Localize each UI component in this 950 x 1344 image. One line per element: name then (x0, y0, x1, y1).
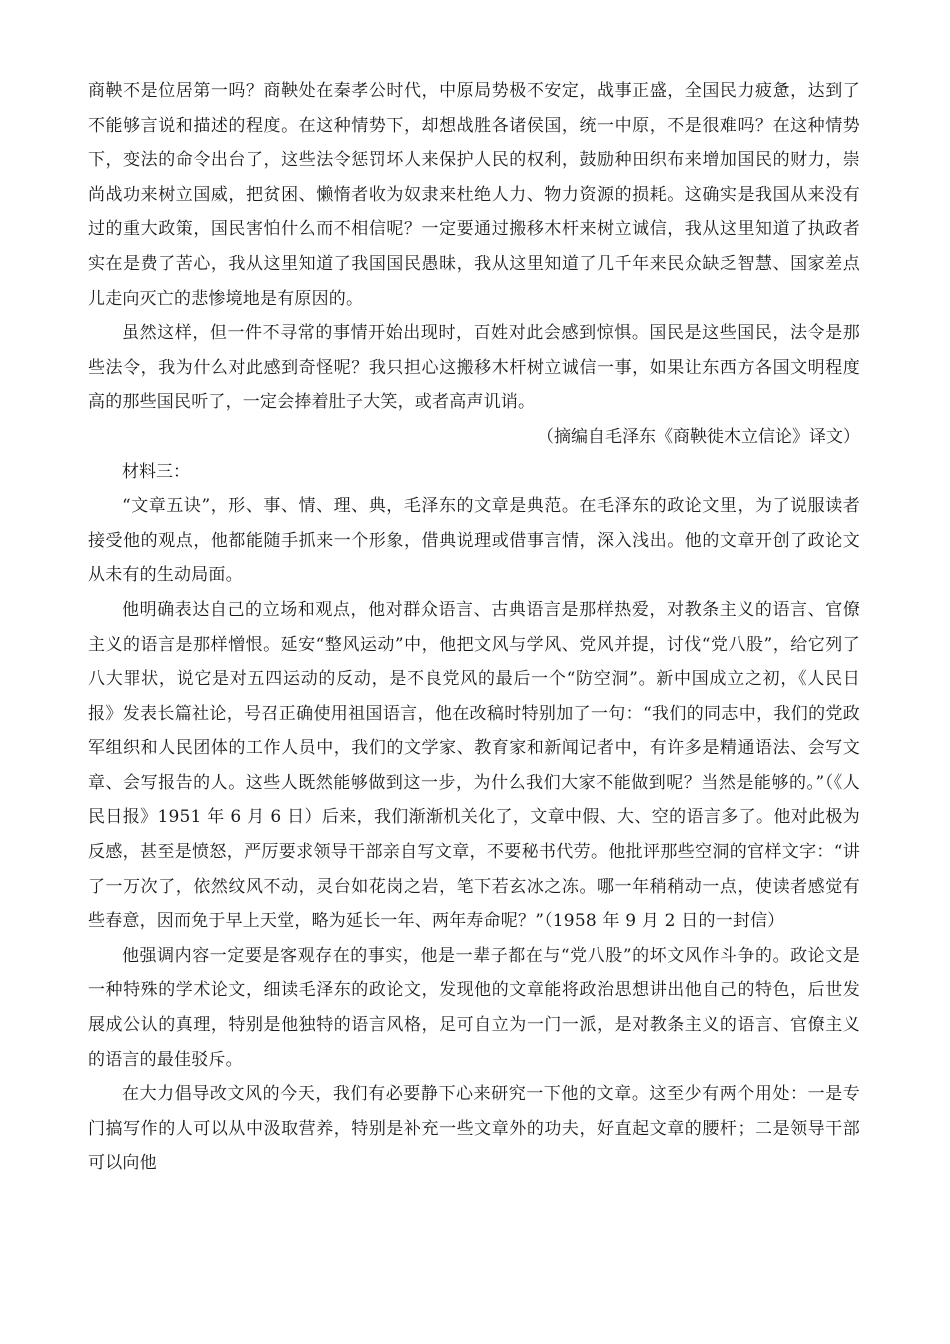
paragraph-content-facts: 他强调内容一定要是客观存在的事实，他是一辈子都在与“党八股”的坏文风作斗争的。政论文是一种特殊的学术论文，细读毛泽东的政论文，发现他的文章能将政治思想讲出他自己的特色，后世发展成公认的真理，特别是他独特的语言风格，足可自立为一门一派，是对教条主义的语言、官僚主义的语言的最佳驳斥。 (88, 945, 860, 1070)
paragraph-five-secrets: “文章五诀”，形、事、情、理、典，毛泽东的文章是典范。在毛泽东的政论文里，为了说服读者接受他的观点，他都能随手抓来一个形象，借典说理或借事言情，深入浅出。他的文章开创了政论文从未有的生动局面。 (88, 496, 860, 586)
paragraph-shang-yang-reform: 商鞅不是位居第一吗？商鞅处在秦孝公时代，中原局势极不安定，战事正盛，全国民力疲惫，达到了不能够言说和描述的程度。在这种情势下，却想战胜各诸侯国，统一中原，不是很难吗？在这种情势下，变法的命令出台了，这些法令惩罚坏人来保护人民的权利，鼓励种田织布来增加国民的财力，崇尚战功来树立国威，把贫困、懒惰者收为奴隶来杜绝人力、物力资源的损耗。这确实是我国从来没有过的重大政策，国民害怕什么而不相信呢？一定要通过搬移木杆来树立诚信，我从这里知道了执政者实在是费了苦心，我从这里知道了我国国民愚昧，我从这里知道了几千年来民众缺乏智慧、国家差点儿走向灭亡的悲惨境地是有原因的。 (88, 81, 860, 309)
paragraph-language-stance: 他明确表达自己的立场和观点，他对群众语言、古典语言是那样热爱，对教条主义的语言、官僚主义的语言是那样憎恨。延安“整风运动”中，他把文风与学风、党风并提，讨伐“党八股”，给它列了八大罪状，说它是对五四运动的反动，是不良党风的最后一个“防空洞”。新中国成立之初，《人民日报》发表长篇社论，号召正确使用祖国语言，他在改稿时特别加了一句：“我们的同志中，我们的党政军组织和人民团体的工作人员中，我们的文学家、教育家和新闻记者中，有许多是精通语法、会写文章、会写报告的人。这些人既然能够做到这一步，为什么我们大家不能做到呢？当然是能够的。”（《人民日报》1951 年 6 月 6 日）后来，我们渐渐机关化了，文章中假、大、空的语言多了。他对此极为反感，甚至是愤怒，严厉要求领导干部亲自写文章，不要秘书代劳。他批评那些空洞的官样文字：“讲了一万次了，依然纹风不动，灵台如花岗之岩，笔下若玄冰之冻。哪一年稍稍动一点，使读者感觉有些春意，因而免于早上天堂，略为延长一年、两年寿命呢？”（1958 年 9 月 2 日的一封信） (88, 599, 860, 932)
paragraph-citizens-fear: 虽然这样，但一件不寻常的事情开始出现时，百姓对此会感到惊惧。国民是这些国民，法令是那些法令，我为什么对此感到奇怪呢？我只担心这搬移木杆树立诚信一事，如果让东西方各国文明程度高的那些国民听了，一定会捧着肚子大笑，或者高声讥诮。 (88, 323, 860, 413)
material-three-heading: 材料三： (122, 461, 190, 482)
source-citation: （摘编自毛泽东《商鞅徙木立信论》译文） (537, 426, 860, 447)
document-page (88, 74, 860, 1181)
paragraph-study-articles: 在大力倡导改文风的今天，我们有必要静下心来研究一下他的文章。这至少有两个用处：一是专门搞写作的人可以从中汲取营养，特别是补充一些文章外的功夫，好直起文章的腰杆；二是领导干部可以向他 (88, 1084, 860, 1174)
